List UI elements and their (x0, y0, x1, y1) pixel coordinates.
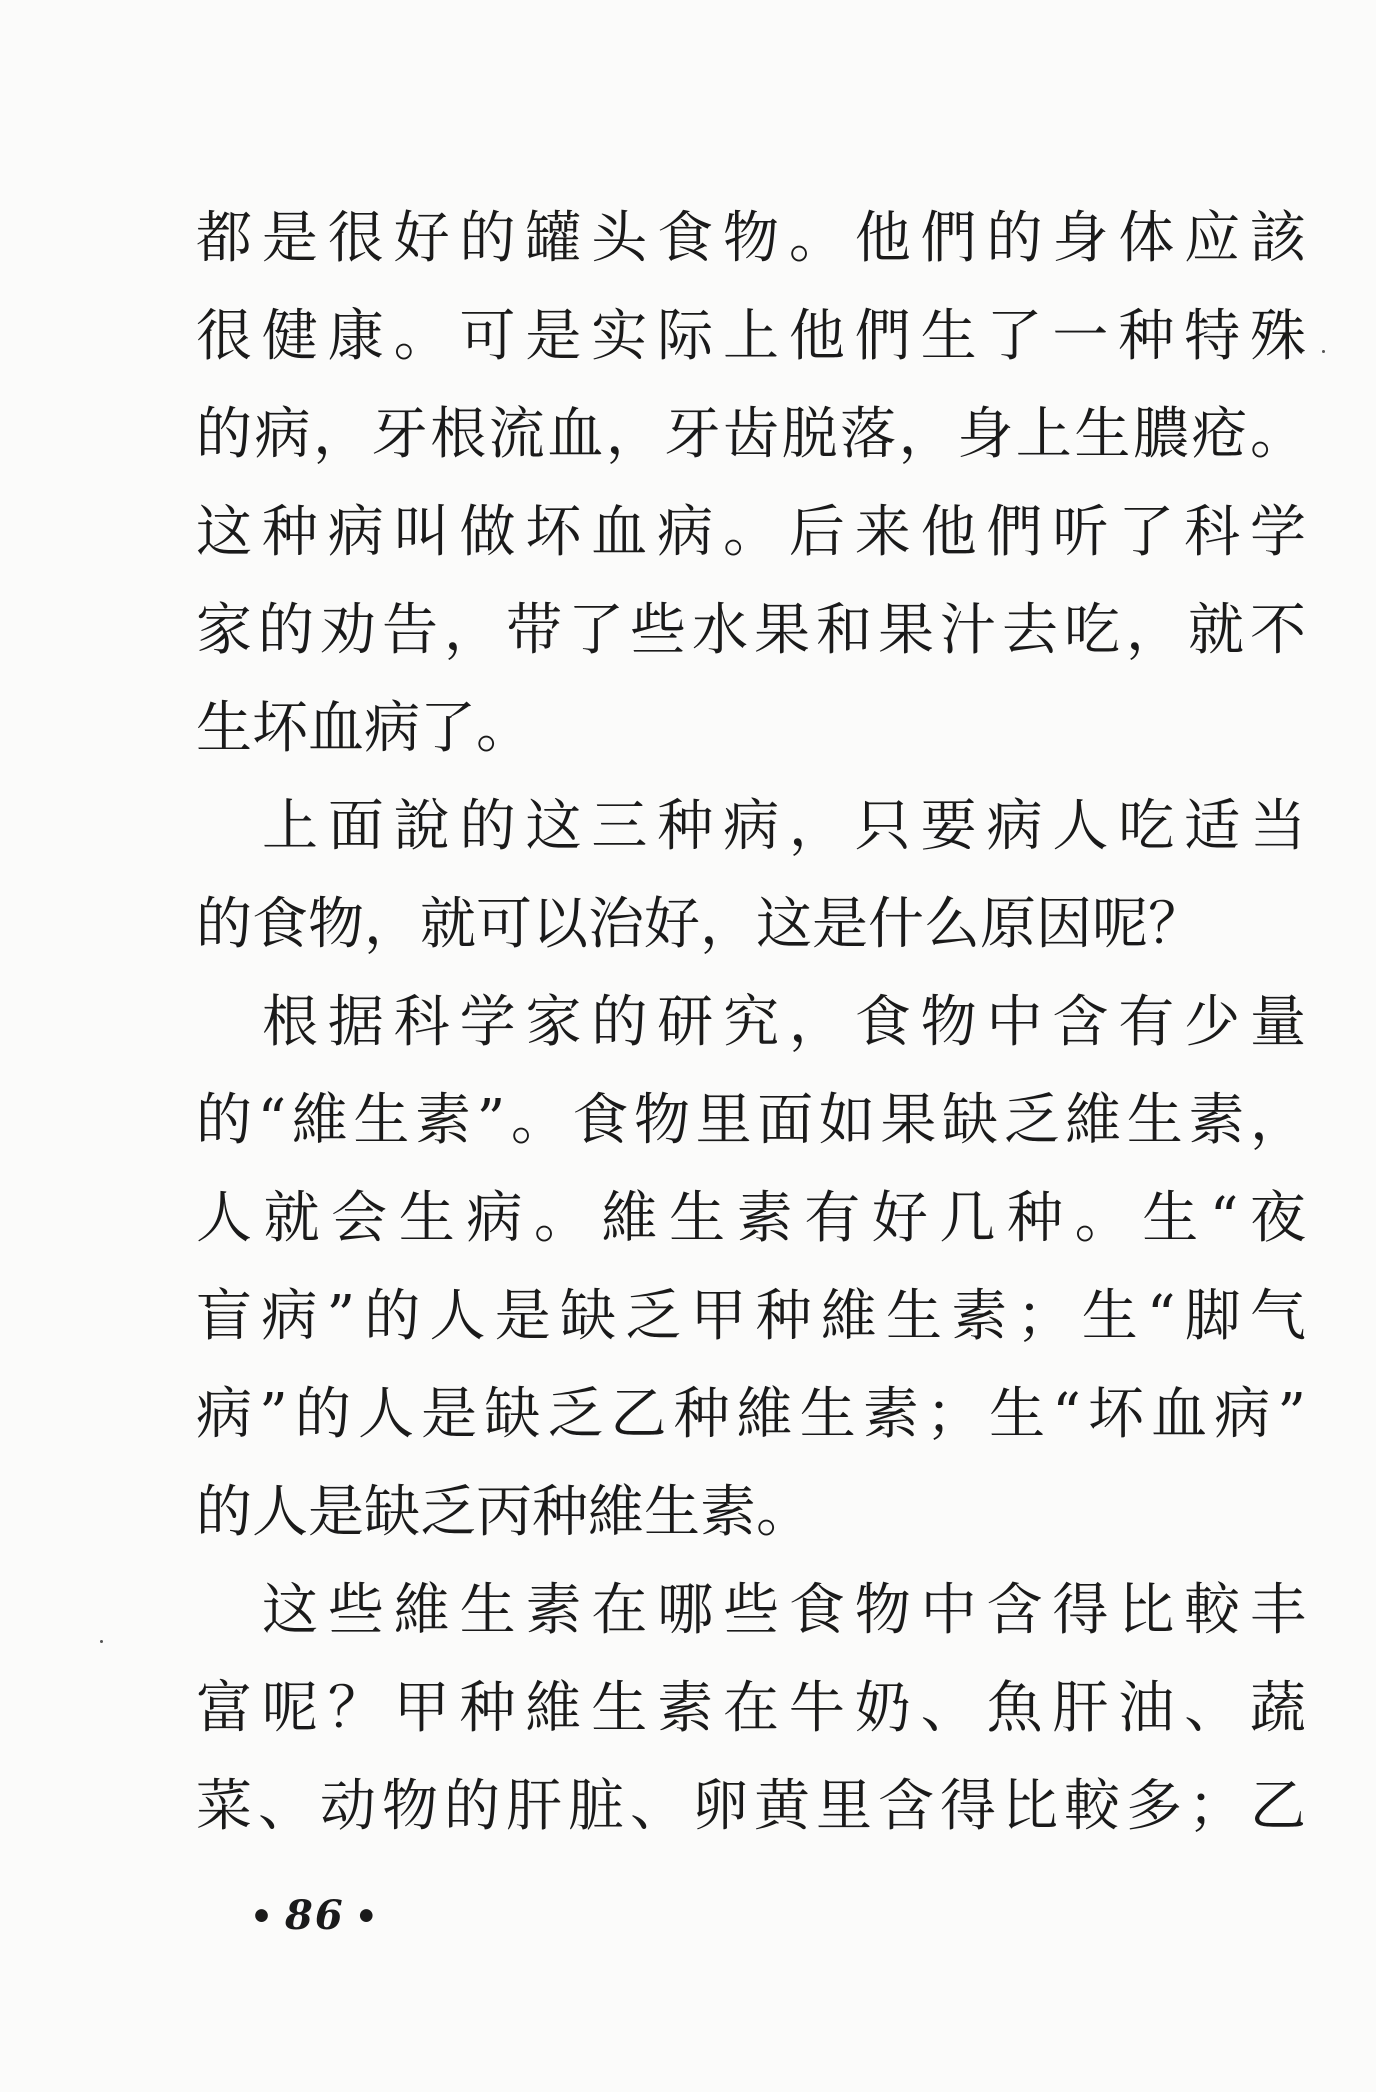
page-number (240, 1892, 390, 1939)
text-line: 这些維生素在哪些食物中含得比較丰 (262, 1578, 1306, 1643)
text-line: 的病，牙根流血，牙齿脱落，身上生膿疮。 (196, 402, 1306, 467)
text-line: 很健康。可是实际上他們生了一种特殊 (196, 304, 1306, 369)
body-text (196, 190, 1306, 1856)
page-number-value: 86 (285, 1892, 345, 1939)
text-line: 生坏血病了。 (196, 696, 532, 761)
page-number-bullet-left: • (250, 1896, 276, 1938)
page-number-bullet-right: • (354, 1896, 380, 1938)
text-line: 的“維生素”。食物里面如果缺乏維生素， (196, 1088, 1306, 1153)
text-line: 上面說的这三种病，只要病人吃适当 (262, 794, 1306, 859)
text-line: 富呢？甲种維生素在牛奶、魚肝油、蔬 (196, 1676, 1306, 1741)
text-line: 人就会生病。維生素有好几种。生“夜 (196, 1186, 1306, 1251)
text-line: 盲病”的人是缺乏甲种維生素；生“脚气 (196, 1284, 1306, 1349)
text-line: 的人是缺乏丙种維生素。 (196, 1480, 812, 1545)
text-line: 家的劝告，带了些水果和果汁去吃，就不 (196, 598, 1306, 663)
scan-speck (1322, 350, 1325, 353)
text-line: 的食物，就可以治好，这是什么原因呢？ (196, 892, 1204, 957)
text-line: 病”的人是缺乏乙种維生素；生“坏血病” (196, 1382, 1306, 1447)
text-line: 根据科学家的研究，食物中含有少量 (262, 990, 1306, 1055)
text-line: 菜、动物的肝脏、卵黄里含得比較多；乙 (196, 1774, 1306, 1839)
scan-speck (100, 1640, 103, 1643)
text-line: 都是很好的罐头食物。他們的身体应該 (196, 206, 1306, 271)
text-line: 这种病叫做坏血病。后来他們听了科学 (196, 500, 1306, 565)
